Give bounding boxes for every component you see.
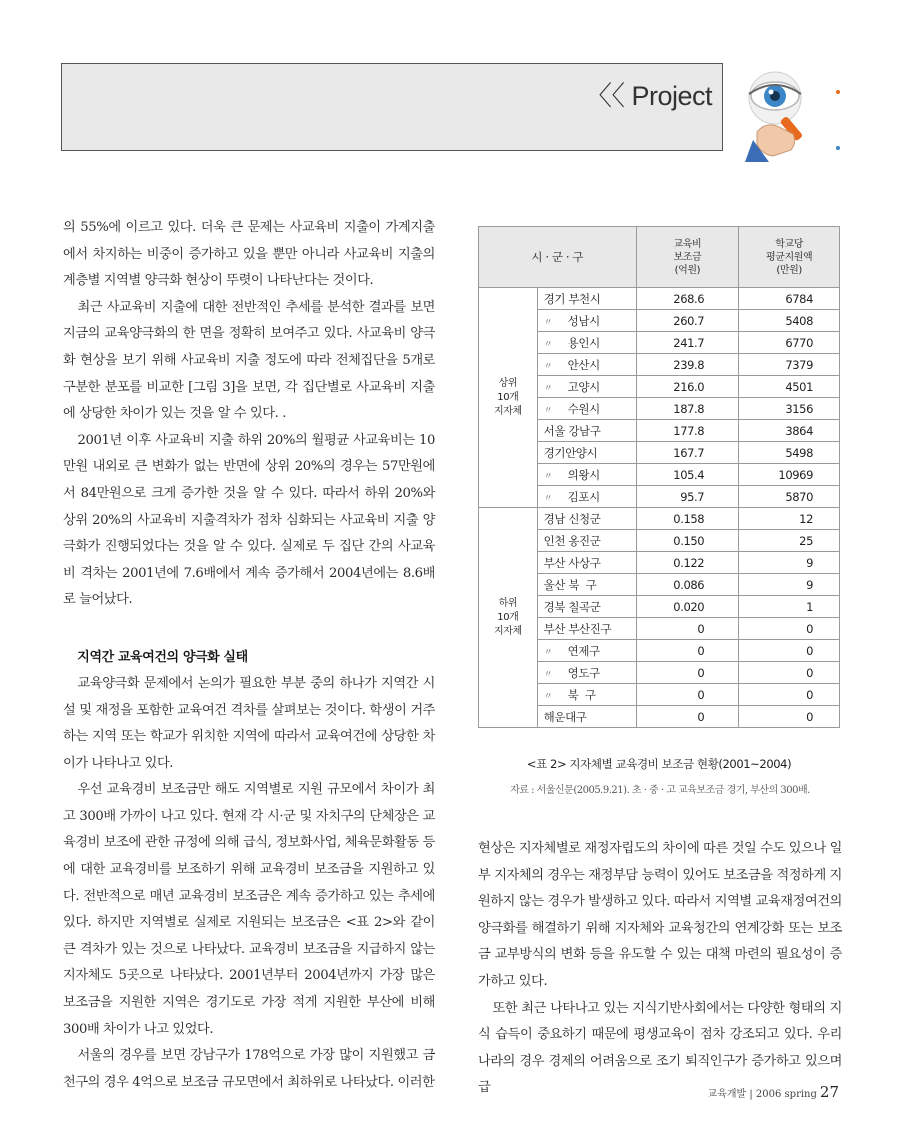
subsidy-value: 260.7 <box>636 310 739 332</box>
group-label: 상위 10개 지자체 <box>479 288 538 508</box>
region-name: 연제구 <box>567 643 600 658</box>
header-avg-support: 학교당 평균지원액 (만원) <box>739 227 840 288</box>
region-name: 고양시 <box>567 379 600 394</box>
avg-support-value: 0 <box>739 618 840 640</box>
region-cell <box>537 574 636 596</box>
table-caption: <표 2> 지자체별 교육경비 보조금 현황(2001~2004) <box>526 757 792 771</box>
avg-support-value: 3156 <box>739 398 840 420</box>
subsidy-value: 167.7 <box>636 442 739 464</box>
region-cell <box>537 662 636 684</box>
subsidy-value: 0 <box>636 640 739 662</box>
region-cell <box>537 354 636 376</box>
subsidy-value: 187.8 <box>636 398 739 420</box>
ditto-mark: 〃 <box>543 339 553 350</box>
header-subsidy: 교육비 보조금 (억원) <box>636 227 739 288</box>
region-name: 김포시 <box>567 489 600 504</box>
paragraph: 우선 교육경비 보조금만 해도 지역별로 지원 규모에서 차이가 최고 300배 가까이 나고 있다. 현재 각 시·군 및 자치구의 단체장은 교육경비 보조에 관한 규정에 의해 급식, 정보화사업, 체육문화활동 등에 대한 교육경비를 보조하기 위해 교육경비 보조금을 지원하고 있다. 전반적으로 매년 교육경비 보조금은 계속 증가하고 있는 추세에 있다. 하지만 지역별로 실제로 지원되는 보조금은 <표 2>와 같이 큰 격차가 있는 것으로 나타났다. 교육경비 보조금을 지급하지 않는 지자체도 5곳으로 나타났다. 2001년부터 2004년까지 가장 많은 보조금을 지원한 지역은 경기도로 가장 적게 지원한 부산에 비해 300배 차이가 나고 있었다. <box>63 782 435 1037</box>
ditto-mark: 〃 <box>543 361 553 372</box>
subsidy-table <box>478 226 840 728</box>
paragraph: 현상은 지자체별로 재정자립도의 차이에 따른 것일 수도 있으나 일부 지자체의 경우는 재정부담 능력이 있어도 보조금을 적정하게 지원하지 않는 경우가 발생하고 있다. 따라서 지역별 교육재정여건의 양극화를 해결하기 위해 지자체와 교육청간의 연계강화 또는 보조금 교부방식의 변화 등을 유도할 수 있는 대책 마련의 필요성이 증가하고 있다. <box>478 841 842 989</box>
ditto-mark: 〃 <box>543 691 553 702</box>
avg-support-value: 0 <box>739 640 840 662</box>
ditto-mark: 〃 <box>543 383 553 394</box>
region-name: 경북 칠곡군 <box>543 599 601 614</box>
region-cell <box>537 640 636 662</box>
region-name: 수원시 <box>567 401 600 416</box>
subsidy-value: 0 <box>636 706 739 728</box>
region-name: 인천 옹진군 <box>543 533 601 548</box>
region-name: 경기 부천시 <box>543 291 601 306</box>
region-cell <box>537 442 636 464</box>
subsidy-value: 95.7 <box>636 486 739 508</box>
region-cell <box>537 464 636 486</box>
avg-support-value: 0 <box>739 684 840 706</box>
region-name: 영도구 <box>567 665 600 680</box>
ditto-mark: 〃 <box>543 471 553 482</box>
region-name: 해운대구 <box>543 709 587 724</box>
region-name: 부산 부산진구 <box>543 621 612 636</box>
region-cell <box>537 420 636 442</box>
subsidy-value: 105.4 <box>636 464 739 486</box>
avg-support-value: 4501 <box>739 376 840 398</box>
region-cell <box>537 376 636 398</box>
avg-support-value: 5498 <box>739 442 840 464</box>
table-source: 자료 : 서울신문(2005.9.21). 초 · 중 · 고 교육보조금 경기, 부산의 300배. <box>510 785 810 796</box>
ditto-mark: 〃 <box>543 669 553 680</box>
avg-support-value: 6770 <box>739 332 840 354</box>
paragraph: 최근 사교육비 지출에 대한 전반적인 추세를 분석한 결과를 보면 지금의 교육양극화의 한 면을 정확히 보여주고 있다. 사교육비 양극화 현상을 보기 위해 사교육비 지출 정도에 따라 전체집단을 5개로 구분한 분포를 비교한 [그림 3]을 보면, 각 집단별로 사교육비 지출에 상당한 차이가 있는 것을 알 수 있다. . <box>63 299 435 422</box>
region-name: 경남 신청군 <box>543 511 601 526</box>
subsidy-value: 177.8 <box>636 420 739 442</box>
subsidy-value: 239.8 <box>636 354 739 376</box>
group-label: 하위 10개 지자체 <box>479 508 538 728</box>
subsidy-value: 216.0 <box>636 376 739 398</box>
avg-support-value: 0 <box>739 706 840 728</box>
region-cell <box>537 310 636 332</box>
header-region: 시 · 군 · 구 <box>479 227 637 288</box>
subsidy-value: 0 <box>636 684 739 706</box>
region-name: 용인시 <box>567 335 600 350</box>
subsidy-value: 0.122 <box>636 552 739 574</box>
region-cell <box>537 398 636 420</box>
subsidy-value: 0.150 <box>636 530 739 552</box>
ditto-mark: 〃 <box>543 317 553 328</box>
avg-support-value: 25 <box>739 530 840 552</box>
subsidy-value: 0 <box>636 618 739 640</box>
region-cell <box>537 706 636 728</box>
region-cell <box>537 530 636 552</box>
avg-support-value: 9 <box>739 552 840 574</box>
avg-support-value: 6784 <box>739 288 840 310</box>
paragraph: 2001년 이후 사교육비 지출 하위 20%의 월평균 사교육비는 10만원 내외로 큰 변화가 없는 반면에 상위 20%의 경우는 57만원에서 84만원으로 크게 증가한 것을 알 수 있다. 따라서 하위 20%와 상위 20%의 사교육비 지출격차가 점차 심화되는 사교육비 지출 양극화가 진행되었다는 것을 알 수 있다. 실제로 두 집단 간의 사교육비 격차는 2001년에 7.6배에서 계속 증가해서 2004년에는 8.6배로 늘어났다. <box>63 432 435 608</box>
section-title: 〈〈 Project <box>584 81 712 111</box>
avg-support-value: 12 <box>739 508 840 530</box>
region-name: 안산시 <box>567 357 600 372</box>
avg-support-value: 3864 <box>739 420 840 442</box>
subsidy-value: 241.7 <box>636 332 739 354</box>
region-name: 부산 사상구 <box>543 555 601 570</box>
region-cell <box>537 486 636 508</box>
subsidy-value: 0 <box>636 662 739 684</box>
region-cell <box>537 552 636 574</box>
region-cell <box>537 508 636 530</box>
avg-support-value: 7379 <box>739 354 840 376</box>
subsidy-value: 268.6 <box>636 288 739 310</box>
avg-support-value: 9 <box>739 574 840 596</box>
avg-support-value: 5408 <box>739 310 840 332</box>
region-cell <box>537 684 636 706</box>
table-header-row <box>479 227 840 288</box>
header-banner <box>61 63 723 151</box>
subsidy-value: 0.158 <box>636 508 739 530</box>
region-name: 성남시 <box>567 313 600 328</box>
table-row <box>479 288 840 310</box>
table-row <box>479 508 840 530</box>
paragraph: 의 55%에 이르고 있다. 더욱 큰 문제는 사교육비 지출이 가계지출에서 차지하는 비중이 증가하고 있을 뿐만 아니라 사교육비 지출의 계층별 지역별 양극화 현상이 뚜렷이 나타난다는 것이다. <box>63 220 435 289</box>
ditto-mark: 〃 <box>543 405 553 416</box>
subsidy-value: 0.020 <box>636 596 739 618</box>
avg-support-value: 10969 <box>739 464 840 486</box>
page-footer <box>708 1083 839 1101</box>
eye-magnifier-logo <box>735 70 845 165</box>
region-cell <box>537 332 636 354</box>
region-cell <box>537 618 636 640</box>
region-name: 경기안양시 <box>543 445 598 460</box>
footer-text: 교육개발 | 2006 spring <box>707 1089 817 1100</box>
page-number: 27 <box>819 1083 839 1101</box>
section-heading: 지역간 교육여건의 양극화 실태 <box>77 649 248 665</box>
paragraph: 서울의 경우를 보면 강남구가 178억으로 가장 많이 지원했고 금천구의 경우 4억으로 보조금 규모면에서 최하위로 나타났다. 이러한 <box>63 1048 435 1090</box>
avg-support-value: 1 <box>739 596 840 618</box>
paragraph: 교육양극화 문제에서 논의가 필요한 부분 중의 하나가 지역간 시설 및 재정을 포함한 교육여건 격차를 살펴보는 것이다. 학생이 거주하는 지역 또는 학교가 위치한 지역에 따라서 교육여건에 상당한 차이가 나타나고 있다. <box>63 675 435 771</box>
avg-support-value: 5870 <box>739 486 840 508</box>
region-name: 울산 북 구 <box>543 577 597 592</box>
region-name: 북 구 <box>567 687 596 702</box>
paragraph: 또한 최근 나타나고 있는 지식기반사회에서는 다양한 형태의 지식 습득이 중요하기 때문에 평생교육이 점차 강조되고 있다. 우리나라의 경우 경제의 어려움으로 조기 퇴직인구가 증가하고 있으며 급 <box>478 1000 842 1096</box>
region-cell <box>537 596 636 618</box>
ditto-mark: 〃 <box>543 493 553 504</box>
region-cell <box>537 288 636 310</box>
region-name: 서울 강남구 <box>543 423 601 438</box>
right-text-column <box>478 836 842 1102</box>
ditto-mark: 〃 <box>543 647 553 658</box>
left-text-column <box>63 215 435 1096</box>
subsidy-value: 0.086 <box>636 574 739 596</box>
avg-support-value: 0 <box>739 662 840 684</box>
region-name: 의왕시 <box>567 467 600 482</box>
